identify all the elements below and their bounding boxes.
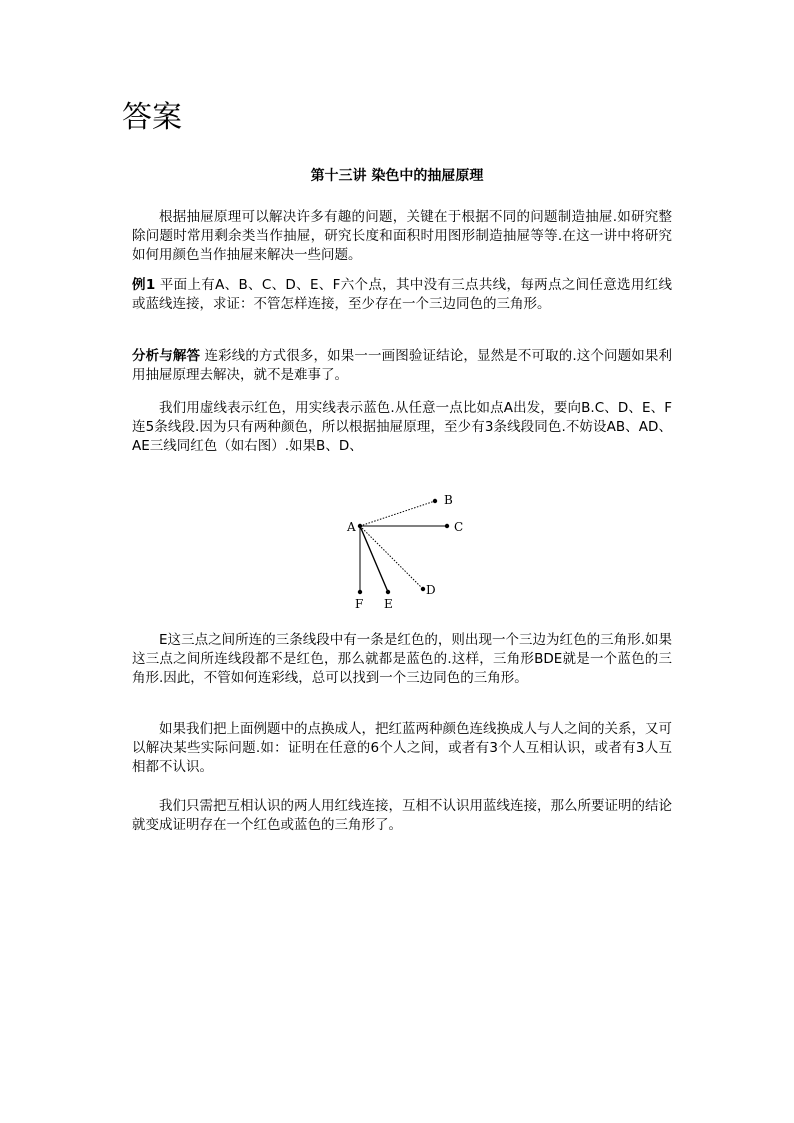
page-title: 答案 bbox=[122, 100, 182, 135]
graph-figure bbox=[340, 488, 470, 613]
lecture-title: 第十三讲 染色中的抽屉原理 bbox=[310, 168, 484, 184]
point-b bbox=[433, 499, 437, 503]
point-f bbox=[358, 590, 362, 594]
people-paragraph: 如果我们把上面例题中的点换成人，把红蓝两种颜色连线换成人与人之间的关系，又可以解决某些实际问题.如：证明在任意的6个人之间，或者有3个人互相认识，或者有3人互相都不认识。 bbox=[132, 721, 672, 775]
edge-ad bbox=[360, 526, 423, 589]
analysis-paragraph bbox=[132, 347, 672, 385]
edge-ab bbox=[360, 501, 435, 526]
label-a: A bbox=[347, 520, 356, 534]
intro-paragraph: 根据抽屉原理可以解决许多有趣的问题，关键在于根据不同的问题制造抽屉.如研究整除问题时常用剩余类当作抽屉，研究长度和面积时用图形制造抽屉等等.在这一讲中将研究如何用颜色当作抽屉来解决一些问题。 bbox=[132, 209, 672, 263]
point-e bbox=[386, 590, 390, 594]
example-1-text: 平面上有A、B、C、D、E、F六个点，其中没有三点共线，每两点之间任意选用红线或蓝线连接，求证：不管怎样连接，至少存在一个三边同色的三角形。 bbox=[132, 277, 672, 312]
label-d: D bbox=[426, 583, 436, 597]
analysis-text: 连彩线的方式很多，如果一一画图验证结论，显然是不可取的.这个问题如果利用抽屉原理去解决，就不是难事了。 bbox=[132, 348, 672, 383]
label-c: C bbox=[454, 520, 464, 534]
point-a bbox=[358, 524, 362, 528]
method-paragraph: 我们用虚线表示红色，用实线表示蓝色.从任意一点比如点A出发，要向B.C、D、E、F连5条线段.因为只有两种颜色，所以根据抽屉原理，至少有3条线段同色.不妨设AB、AD、AE三线同红色（如右图）.如果B、D、 bbox=[132, 400, 672, 454]
example-1-paragraph bbox=[132, 276, 672, 314]
label-e: E bbox=[384, 597, 393, 611]
continue-paragraph: E这三点之间所连的三条线段中有一条是红色的，则出现一个三边为红色的三角形.如果这三点之间所连线段都不是红色，那么就都是蓝色的.这样，三角形BDE就是一个蓝色的三角形.因此，不管如何连彩线，总可以找到一个三边同色的三角形。 bbox=[132, 632, 672, 686]
final-paragraph: 我们只需把互相认识的两人用红线连接，互相不认识用蓝线连接，那么所要证明的结论就变成证明存在一个红色或蓝色的三角形了。 bbox=[132, 798, 672, 833]
example-1-label: 例1 bbox=[132, 277, 156, 293]
analysis-label: 分析与解答 bbox=[132, 348, 201, 364]
point-c bbox=[445, 524, 449, 528]
point-d bbox=[421, 587, 425, 591]
label-f: F bbox=[355, 597, 364, 611]
edge-ae bbox=[360, 526, 388, 592]
label-b: B bbox=[444, 493, 453, 507]
